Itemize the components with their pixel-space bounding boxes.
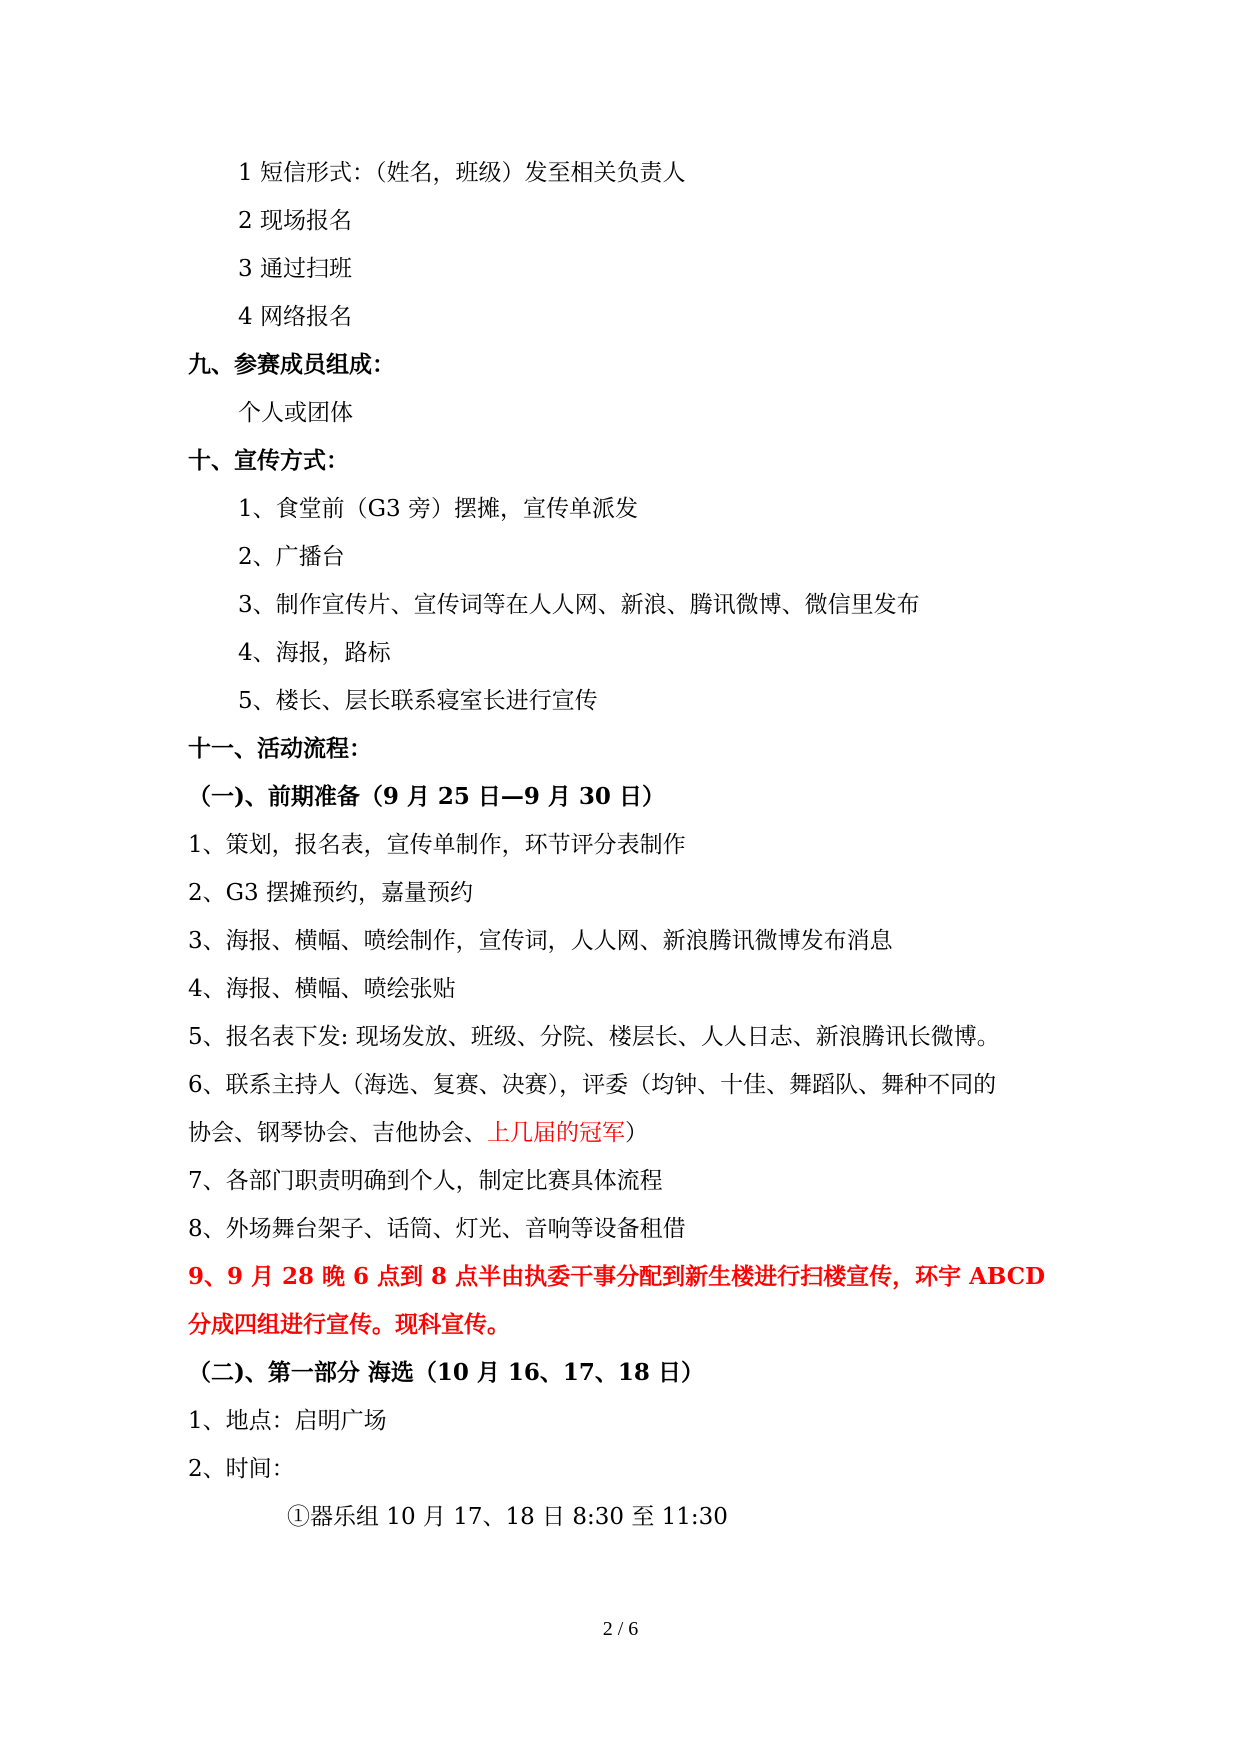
- page-number: 2 / 6: [602, 1618, 639, 1640]
- promo-item-3: 3、制作宣传片、宣传词等在人人网、新浪、腾讯微博、微信里发布: [238, 592, 920, 618]
- section-9-body: 个人或团体: [238, 400, 353, 426]
- subsection-2-heading: （二)、第一部分 海选（10 月 16、17、18 日）: [188, 1359, 704, 1386]
- prep-item-3: 3、海报、横幅、喷绘制作，宣传词，人人网、新浪腾讯微博发布消息: [188, 928, 893, 954]
- audition-time-label: 2、时间：: [188, 1456, 295, 1482]
- prep-item-6: 6、联系主持人（海选、复赛、决赛），评委（均钟、十佳、舞蹈队、舞种不同的: [188, 1072, 997, 1098]
- prep-item-5: 5、报名表下发: 现场发放、班级、分院、楼层长、人人日志、新浪腾讯长微博。: [188, 1024, 1000, 1050]
- prep-item-1: 1、策划，报名表，宣传单制作，环节评分表制作: [188, 832, 686, 858]
- subsection-1-heading: （一)、前期准备（9 月 25 日—9 月 30 日）: [188, 783, 665, 810]
- prep-item-9-cont: 分成四组进行宣传。现科宣传。: [188, 1311, 510, 1338]
- promo-item-1: 1、食堂前（G3 旁）摆摊，宣传单派发: [238, 496, 638, 522]
- closing-paren: ）: [625, 1120, 648, 1146]
- signup-method-1: 1 短信形式：（姓名，班级）发至相关负责人: [238, 160, 686, 186]
- prep-item-7: 7、各部门职责明确到个人，制定比赛具体流程: [188, 1168, 663, 1194]
- section-10-heading: 十、宣传方式：: [188, 447, 349, 474]
- prep-item-2: 2、G3 摆摊预约，嘉量预约: [188, 880, 473, 906]
- promo-item-5: 5、楼长、层长联系寝室长进行宣传: [238, 688, 598, 714]
- signup-method-4: 4 网络报名: [238, 304, 352, 330]
- section-11-heading: 十一、活动流程：: [188, 735, 372, 762]
- previous-champions-highlight: 上几届的冠军: [487, 1120, 625, 1146]
- prep-item-9: 9、9 月 28 晚 6 点到 8 点半由执委干事分配到新生楼进行扫楼宣传，环宇 ABCD: [188, 1263, 1046, 1290]
- prep-item-8: 8、外场舞台架子、话筒、灯光、音响等设备租借: [188, 1216, 686, 1242]
- prep-item-6-text: 协会、钢琴协会、吉他协会、: [188, 1120, 487, 1146]
- prep-item-6-cont: [188, 1118, 648, 1148]
- audition-time-instrumental: ①器乐组 10 月 17、18 日 8:30 至 11:30: [287, 1504, 728, 1530]
- section-9-heading: 九、参赛成员组成：: [188, 351, 395, 378]
- audition-location: 1、地点：启明广场: [188, 1408, 387, 1434]
- promo-item-4: 4、海报，路标: [238, 640, 391, 666]
- signup-method-2: 2 现场报名: [238, 208, 352, 234]
- signup-method-3: 3 通过扫班: [238, 256, 352, 282]
- promo-item-2: 2、广播台: [238, 544, 345, 570]
- prep-item-4: 4、海报、横幅、喷绘张贴: [188, 976, 456, 1002]
